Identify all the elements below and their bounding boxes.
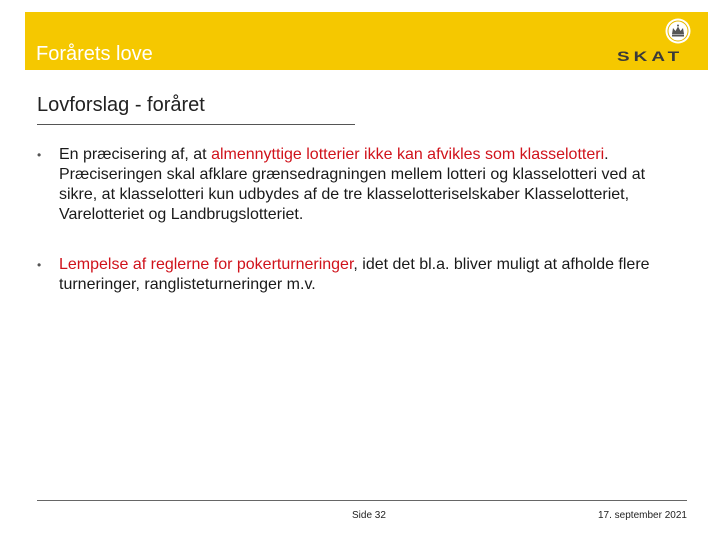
bullet-highlight: almennyttige lotterier ikke kan afvikles som klasselotteri xyxy=(211,146,605,163)
bullet-dot-icon: • xyxy=(37,258,42,272)
bullet-highlight: Lempelse af reglerne for pokerturneringer xyxy=(59,256,354,273)
header-banner xyxy=(25,12,708,70)
page-number: Side 32 xyxy=(352,510,386,521)
bullet-dot-icon: • xyxy=(37,148,42,162)
section-subtitle: Lovforslag - foråret xyxy=(37,94,205,116)
bullet-item xyxy=(37,255,687,295)
skat-logo xyxy=(617,18,689,66)
bullet-list xyxy=(37,145,687,295)
logo-wordmark: SKAT xyxy=(617,48,684,64)
crown-badge-icon xyxy=(665,18,691,44)
subtitle-divider xyxy=(37,124,355,125)
bullet-text-before: En præcisering af, at xyxy=(59,146,212,163)
presentation-title: Forårets love xyxy=(36,43,153,65)
bullet-text-after: . Præciseringen skal afklare grænsedragningen mellem lotteri og klasselotteri ved at sikre, at klasselotteri kun udbydes af de tre klasselotteriselskaber Klasselotteriet, Varelotteriet og Landbrugslotteriet. xyxy=(59,146,646,223)
bullet-text-after: , idet det bl.a. bliver muligt at afholde flere turneringer, ranglisteturneringer m.v. xyxy=(59,256,650,293)
bullet-item xyxy=(37,145,687,225)
footer-date: 17. september 2021 xyxy=(598,510,687,521)
footer-divider xyxy=(37,500,687,501)
